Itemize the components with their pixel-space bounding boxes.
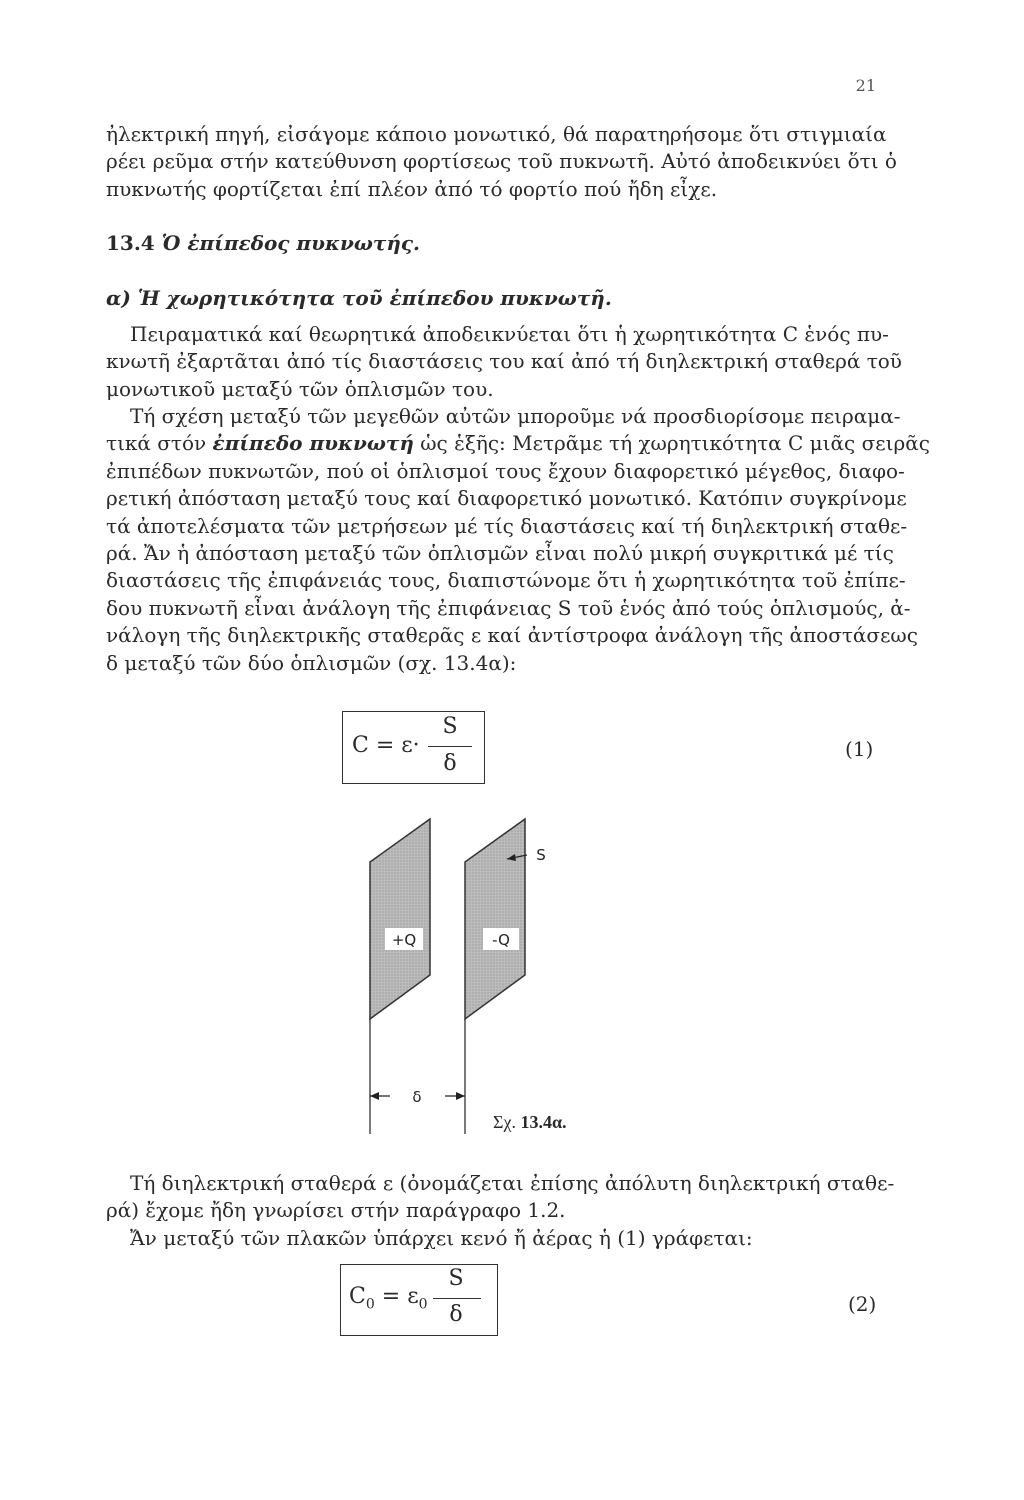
equation-2-c-subscript: 0 — [365, 1296, 375, 1313]
page-number: 21 — [855, 76, 876, 95]
subsection-heading: α) Ἡ χωρητικότητα τοῦ ἐπίπεδου πυκνωτῆ. — [106, 286, 612, 310]
emphasized-term: ἐπίπεδο πυκνωτή — [212, 431, 414, 456]
equation-2-numerator: S — [448, 1266, 464, 1291]
caption-number: 13.4α. — [520, 1112, 567, 1132]
plate-left-label: +Q — [391, 931, 417, 949]
equation-2-denominator: δ — [449, 1302, 463, 1327]
text-line: κνωτῆ ἐξαρτᾶται ἀπό τίς διαστάσεις του καί ἀπό τή διηλεκτρική σταθερά τοῦ — [106, 349, 902, 374]
text-line: ἠλεκτρική πηγή, εἰσάγομε κάποιο μονωτικό, θά παρατηρήσομε ὅτι στιγμιαία — [106, 122, 887, 146]
text-line: μονωτικοῦ μεταξύ τῶν ὁπλισμῶν του. — [106, 376, 494, 401]
text-line: τά ἀποτελέσματα τῶν μετρήσεων μέ τίς διαστάσεις καί τή διηλεκτρική σταθε- — [106, 513, 908, 538]
equation-2-equals: = — [374, 1284, 408, 1309]
text-line: Ἄν μεταξύ τῶν πλακῶν ὑπάρχει κενό ἤ ἀέρας ἡ (1) γράφεται: — [130, 1226, 753, 1250]
equation-1-number: (1) — [845, 737, 874, 761]
text-line: δου πυκνωτῆ εἶναι ἀνάλογη τῆς ἐπιφάνειας S τοῦ ἑνός ἀπό τούς ὁπλισμούς, ἀ- — [106, 595, 911, 620]
text-line: ρέει ρεῦμα στήν κατεύθυνση φορτίσεως τοῦ πυκνωτῆ. Αὐτό ἀποδεικνύει ὅτι ὁ — [106, 149, 897, 174]
text-line: ἐπιπέδων πυκνωτῶν, πού οἱ ὁπλισμοί τους ἔχουν διαφορετικό μέγεθος, διαφο- — [106, 458, 905, 483]
equation-1-fraction-bar — [428, 746, 472, 747]
paragraph-1 — [106, 321, 902, 403]
section-heading — [106, 231, 420, 255]
equation-1-lhs: C = ε· — [352, 733, 420, 758]
equation-1-numerator: S — [442, 714, 458, 739]
text-line: Τή σχέση μεταξύ τῶν μεγεθῶν αὐτῶν μποροῦμε νά προσδιορίσομε πειραμα- — [130, 404, 901, 428]
equation-1-denominator: δ — [443, 751, 457, 776]
text-fragment: ὡς ἑξῆς: Μετρᾶμε τή χωρητικότητα C μιᾶς σειρᾶς — [413, 431, 930, 456]
text-line: Πειραματικά καί θεωρητικά ἀποδεικνύεται ὅτι ἡ χωρητικότητα C ἑνός πυ- — [130, 322, 889, 346]
equation-2-eps-subscript: 0 — [418, 1296, 428, 1313]
positive-plate — [370, 819, 430, 1019]
text-fragment: τικά στόν — [106, 431, 213, 456]
equation-2-fraction-bar — [433, 1298, 481, 1299]
surface-label: S — [536, 846, 546, 864]
text-line: ρά. Ἄν ἡ ἀπόσταση μεταξύ τῶν ὁπλισμῶν εἶναι πολύ μικρή συγκριτικά μέ τίς — [106, 541, 894, 566]
text-line — [106, 430, 930, 457]
section-title: Ὁ ἐπίπεδος πυκνωτής. — [161, 231, 420, 255]
equation-2-lhs — [349, 1284, 428, 1312]
paragraph-3 — [106, 1170, 895, 1225]
equation-2-c-symbol: C — [349, 1284, 366, 1309]
dimension-right-arrowhead — [456, 1092, 465, 1100]
text-line: ρά) ἔχομε ἤδη γνωρίσει στήν παράγραφο 1.2. — [106, 1198, 566, 1223]
equation-2-eps-symbol: ε — [407, 1284, 419, 1309]
equation-2-number: (2) — [848, 1292, 877, 1316]
text-line: πυκνωτής φορτίζεται ἐπί πλέον ἀπό τό φορτίο πού ἤδη εἶχε. — [106, 176, 718, 201]
paragraph-4 — [106, 1225, 880, 1252]
dimension-left-arrowhead — [370, 1092, 379, 1100]
distance-label: δ — [412, 1088, 422, 1106]
figure-caption — [493, 1112, 567, 1133]
text-line: διαστάσεις τῆς ἐπιφάνειάς τους, διαπιστώνομε ὅτι ἡ χωρητικότητα τοῦ ἐπίπε- — [106, 568, 906, 593]
capacitor-figure — [355, 812, 555, 1142]
text-line: Τή διηλεκτρική σταθερά ε (ὀνομάζεται ἐπίσης ἀπόλυτη διηλεκτρική σταθε- — [130, 1171, 895, 1195]
paragraph-2 — [106, 403, 930, 677]
section-number: 13.4 — [106, 231, 155, 255]
intro-paragraph — [106, 121, 897, 203]
plate-right-label: -Q — [492, 931, 510, 949]
text-line: δ μεταξύ τῶν δύο ὁπλισμῶν (σχ. 13.4α): — [106, 650, 517, 675]
text-line: ρετική ἀπόσταση μεταξύ τους καί διαφορετικό μονωτικό. Κατόπιν συγκρίνομε — [106, 486, 907, 511]
negative-plate — [465, 819, 525, 1019]
caption-prefix: Σχ. — [493, 1112, 516, 1132]
text-line: νάλογη τῆς διηλεκτρικῆς σταθερᾶς ε καί ἀντίστροφα ἀνάλογη τῆς ἀποστάσεως — [106, 623, 918, 648]
